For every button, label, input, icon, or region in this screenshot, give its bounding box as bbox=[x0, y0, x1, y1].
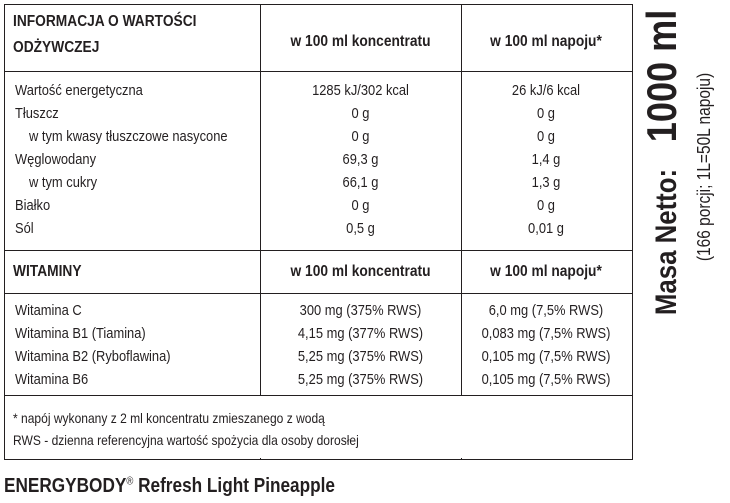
footnote-drink-preparation: * napój wykonany z 2 ml koncentratu zmieszanego z wodą bbox=[13, 410, 325, 426]
nutrient-concentrate-value: 69,3 g bbox=[342, 151, 379, 168]
vitamin-concentrate-value: 5,25 mg (375% RWS) bbox=[297, 371, 424, 388]
product-variant: Refresh Light Pineapple bbox=[138, 475, 335, 497]
nutrient-drink-value: 1,3 g bbox=[531, 174, 561, 191]
nutrient-name: w tym kwasy tłuszczowe nasycone bbox=[29, 128, 228, 145]
nutrient-drink-value: 0,01 g bbox=[528, 220, 564, 237]
nutrient-concentrate-value: 0,5 g bbox=[346, 220, 375, 237]
brand-name: ENERGYBODY bbox=[4, 475, 127, 497]
vitamin-drink-value: 0,105 mg (7,5% RWS) bbox=[481, 348, 611, 365]
vitamin-name: Witamina B1 (Tiamina) bbox=[15, 325, 146, 342]
nutrient-name: Sól bbox=[15, 220, 34, 237]
row-divider bbox=[5, 250, 632, 251]
nutrition-header-title: INFORMACJA O WARTOŚCI bbox=[13, 13, 197, 30]
nutrient-drink-value: 26 kJ/6 kcal bbox=[511, 82, 581, 99]
net-mass-value: 1000 ml bbox=[638, 9, 685, 142]
portions-info: (166 porcji; 1L=50L napoju) bbox=[694, 72, 714, 262]
nutrient-concentrate-value: 66,1 g bbox=[342, 174, 379, 191]
column-divider bbox=[260, 5, 261, 459]
vitamin-drink-value: 0,105 mg (7,5% RWS) bbox=[481, 371, 611, 388]
vitamin-concentrate-value: 5,25 mg (375% RWS) bbox=[297, 348, 424, 365]
nutrition-header-title-2: ODŻYWCZEJ bbox=[13, 39, 100, 56]
nutrient-drink-value: 1,4 g bbox=[531, 151, 561, 168]
nutrient-concentrate-value: 1285 kJ/302 kcal bbox=[312, 82, 409, 99]
vitamin-drink-value: 0,083 mg (7,5% RWS) bbox=[481, 325, 611, 342]
nutrition-header-concentrate: w 100 ml koncentratu bbox=[290, 33, 431, 50]
vitamin-name: Witamina B2 (Ryboflawina) bbox=[15, 348, 171, 365]
net-mass-label: Masa Netto: bbox=[650, 168, 683, 316]
vitamin-name: Witamina B6 bbox=[15, 371, 89, 388]
row-divider bbox=[5, 71, 632, 72]
nutrient-concentrate-value: 0 g bbox=[351, 197, 370, 214]
product-name bbox=[4, 475, 335, 498]
vitamin-name: Witamina C bbox=[15, 302, 82, 319]
nutrition-header-drink: w 100 ml napoju* bbox=[490, 33, 602, 50]
nutrition-table bbox=[4, 4, 633, 460]
registered-mark: ® bbox=[126, 475, 134, 488]
vitamins-header-concentrate: w 100 ml koncentratu bbox=[290, 263, 431, 280]
vitamins-header-drink: w 100 ml napoju* bbox=[490, 263, 602, 280]
column-divider bbox=[461, 5, 462, 459]
row-divider bbox=[5, 293, 632, 294]
nutrient-name: Białko bbox=[15, 197, 51, 214]
nutrient-concentrate-value: 0 g bbox=[351, 128, 370, 145]
vitamins-header-title: WITAMINY bbox=[13, 263, 82, 280]
vitamin-drink-value: 6,0 mg (7,5% RWS) bbox=[488, 302, 604, 319]
nutrient-name: Tłuszcz bbox=[15, 105, 59, 122]
nutrient-drink-value: 0 g bbox=[537, 197, 555, 214]
nutrient-drink-value: 0 g bbox=[537, 105, 555, 122]
footnote-rws-definition: RWS - dzienna referencyjna wartość spożycia dla osoby dorosłej bbox=[13, 432, 359, 448]
vitamin-concentrate-value: 300 mg (375% RWS) bbox=[299, 302, 422, 319]
vitamin-concentrate-value: 4,15 mg (377% RWS) bbox=[297, 325, 424, 342]
net-mass-block bbox=[638, 4, 730, 316]
nutrient-name: Wartość energetyczna bbox=[15, 82, 143, 99]
nutrient-name: Węglowodany bbox=[15, 151, 97, 168]
nutrient-name: w tym cukry bbox=[29, 174, 98, 191]
nutrient-concentrate-value: 0 g bbox=[351, 105, 370, 122]
nutrient-drink-value: 0 g bbox=[537, 128, 555, 145]
